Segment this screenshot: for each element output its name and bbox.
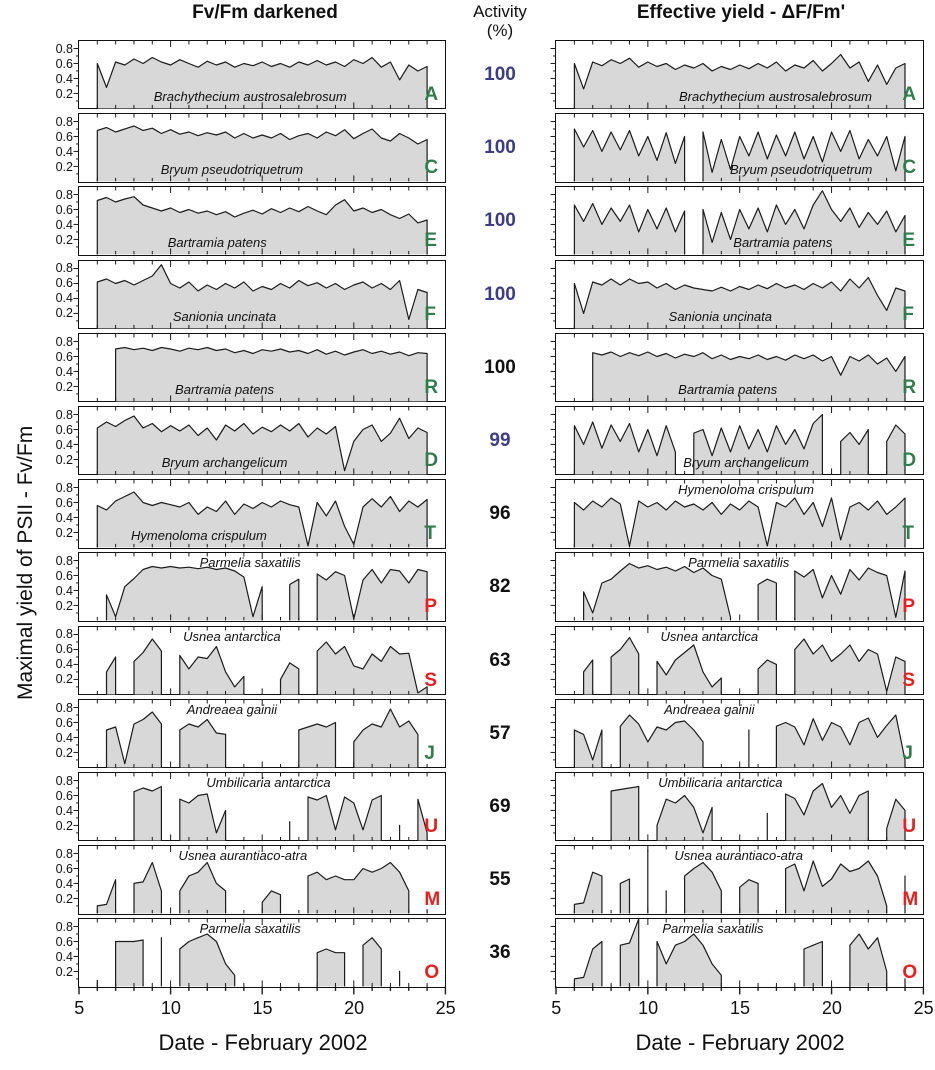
activity-units: (%)	[486, 21, 514, 40]
y-tick-label: 0.8	[55, 480, 73, 495]
y-tick-label: 0.6	[55, 276, 73, 291]
x-tick-label: 20	[344, 998, 365, 1019]
site-letter-M-right: M	[902, 889, 919, 911]
species-label: Umbilicaria antarctica	[658, 775, 783, 790]
y-tick-label: 0.6	[55, 422, 73, 437]
activity-value-D: 99	[489, 430, 511, 451]
area-fill	[850, 934, 887, 986]
site-letter-T-right: T	[902, 523, 914, 545]
y-tick-label: 0.8	[55, 920, 73, 935]
area-fill	[574, 872, 602, 913]
area-fill	[308, 796, 381, 841]
site-letter-R-right: R	[902, 376, 917, 398]
site-letter-D-right: D	[902, 450, 917, 471]
site-letter-A-right: A	[902, 84, 917, 105]
species-label: Bryum archangelicum	[161, 455, 288, 470]
area-fill	[758, 580, 776, 621]
x-tick-label: 25	[913, 998, 934, 1019]
y-tick-label: 0.4	[55, 144, 73, 159]
species-label: Brachythecium austrosalebrosum	[678, 89, 872, 104]
site-letter-R-left: R	[424, 376, 439, 398]
activity-value-O: 36	[489, 942, 511, 964]
left-column-title: Fv/Fm darkened	[192, 2, 338, 23]
site-letter-P-left: P	[424, 596, 438, 618]
area-fill	[116, 940, 144, 986]
site-letter-C-left: C	[424, 157, 439, 179]
y-tick-label: 0.2	[55, 379, 73, 394]
species-label: Bryum archangelicum	[683, 455, 809, 470]
species-label: Sanionia uncinata	[668, 308, 773, 324]
y-tick-label: 0.2	[55, 452, 73, 467]
y-tick-label: 0.2	[55, 965, 73, 980]
y-tick-label: 0.4	[55, 218, 73, 233]
y-tick-label: 0.4	[55, 437, 73, 452]
y-tick-label: 0.4	[55, 657, 73, 672]
species-label: Brachythecium austrosalebrosum	[153, 89, 347, 104]
x-tick-label: 15	[252, 998, 273, 1019]
activity-value-A: 100	[484, 64, 516, 85]
area-fill	[776, 715, 905, 767]
y-tick-label: 0.4	[55, 803, 73, 818]
species-label: Parmelia saxatilis	[199, 555, 301, 571]
species-label: Usnea aurantiaco-atra	[674, 848, 804, 864]
area-fill	[685, 863, 722, 914]
site-letter-U-left: U	[424, 816, 439, 837]
y-tick-label: 0.2	[55, 818, 73, 833]
activity-header: Activity	[473, 2, 527, 21]
y-tick-label: 0.8	[55, 334, 73, 349]
area-fill	[657, 934, 721, 986]
y-tick-label: 0.2	[55, 233, 73, 248]
area-fill	[180, 794, 226, 840]
area-fill	[620, 919, 638, 986]
site-letter-S-left: S	[424, 669, 438, 691]
species-label: Andreaea gainii	[664, 701, 755, 717]
area-fill	[574, 204, 684, 255]
x-tick-label: 5	[551, 998, 562, 1019]
area-fill	[795, 568, 905, 620]
area-fill	[134, 787, 161, 841]
site-letter-M-left: M	[424, 889, 441, 911]
species-label: Bryum pseudotriquetrum	[729, 162, 873, 178]
activity-value-P: 82	[489, 576, 511, 598]
site-letter-O-right: O	[902, 962, 918, 984]
site-letter-E-left: E	[424, 230, 438, 252]
y-tick-label: 0.6	[55, 349, 73, 364]
area-fill	[317, 570, 427, 621]
area-fill	[317, 642, 427, 694]
x-tick-label: 10	[160, 998, 181, 1019]
y-tick-label: 0.4	[55, 876, 73, 891]
species-label: Bartramia patens	[167, 235, 267, 251]
area-fill	[786, 861, 887, 913]
site-letter-J-right: J	[902, 742, 913, 764]
activity-value-S: 63	[489, 649, 511, 671]
site-letter-O-left: O	[424, 962, 440, 984]
activity-value-U: 69	[489, 796, 511, 817]
area-fill	[317, 949, 344, 986]
area-fill	[620, 715, 703, 767]
activity-value-R: 100	[484, 356, 516, 378]
x-tick-label: 15	[729, 998, 751, 1019]
species-label: Parmelia saxatilis	[662, 921, 764, 937]
site-letter-U-right: U	[902, 816, 917, 837]
y-tick-label: 0.8	[55, 41, 73, 56]
y-tick-label: 0.8	[55, 773, 73, 788]
y-tick-label: 0.2	[55, 745, 73, 760]
site-letter-S-right: S	[902, 669, 916, 691]
site-letter-P-right: P	[902, 596, 916, 618]
area-fill	[299, 722, 336, 767]
y-tick-label: 0.6	[55, 861, 73, 876]
y-tick-label: 0.8	[55, 554, 73, 569]
species-label: Andreaea gainii	[186, 701, 278, 717]
y-tick-label: 0.8	[55, 261, 73, 276]
y-tick-label: 0.4	[55, 510, 73, 525]
y-tick-label: 0.2	[55, 306, 73, 321]
y-axis-title: Maximal yield of PSII - Fv/Fm	[14, 425, 37, 700]
site-letter-C-right: C	[902, 157, 917, 179]
area-fill	[107, 712, 162, 767]
y-tick-label: 0.8	[55, 627, 73, 642]
x-tick-label: 5	[74, 998, 85, 1019]
activity-value-T: 96	[489, 503, 511, 525]
y-tick-label: 0.4	[55, 950, 73, 965]
site-letter-E-right: E	[902, 230, 916, 252]
y-tick-label: 0.6	[55, 715, 73, 730]
area-fill	[308, 863, 409, 914]
y-tick-label: 0.8	[55, 407, 73, 422]
site-letter-D-left: D	[424, 450, 439, 471]
species-label: Umbilicaria antarctica	[206, 775, 331, 790]
area-fill	[620, 879, 629, 913]
activity-value-E: 100	[484, 210, 516, 232]
y-tick-label: 0.8	[55, 700, 73, 715]
right-column-title: Effective yield - ΔF/Fm'	[636, 2, 846, 23]
site-letter-F-left: F	[424, 303, 436, 325]
area-fill	[134, 639, 161, 694]
y-tick-label: 0.6	[55, 495, 73, 510]
species-label: Bryum pseudotriquetrum	[160, 162, 304, 178]
y-tick-label: 0.2	[55, 159, 73, 174]
y-tick-label: 0.8	[55, 188, 73, 203]
y-tick-label: 0.4	[55, 584, 73, 599]
species-label: Parmelia saxatilis	[199, 921, 301, 937]
area-fill	[290, 580, 299, 621]
area-fill	[758, 660, 776, 694]
y-tick-label: 0.2	[55, 599, 73, 614]
y-tick-label: 0.8	[55, 114, 73, 129]
activity-value-J: 57	[489, 722, 511, 744]
site-letter-F-right: F	[902, 303, 914, 325]
species-label: Bartramia patens	[678, 381, 778, 397]
x-tick-label: 20	[821, 998, 842, 1019]
activity-value-M: 55	[489, 869, 511, 891]
area-fill	[180, 863, 226, 914]
species-label: Usnea aurantiaco-atra	[178, 848, 308, 864]
y-tick-label: 0.6	[55, 788, 73, 803]
activity-value-F: 100	[484, 283, 516, 305]
y-tick-label: 0.6	[55, 935, 73, 950]
area-fill	[786, 784, 869, 841]
area-fill	[107, 567, 263, 621]
y-tick-label: 0.8	[55, 846, 73, 861]
species-label: Hymenoloma crispulum	[678, 482, 814, 498]
area-fill	[180, 719, 226, 767]
activity-value-C: 100	[484, 137, 516, 159]
x-tick-label: 25	[435, 998, 456, 1019]
y-tick-label: 0.4	[55, 291, 73, 306]
species-label: Bartramia patens	[733, 235, 833, 251]
species-label: Sanionia uncinata	[172, 308, 277, 324]
site-letter-A-left: A	[424, 84, 439, 105]
y-tick-label: 0.6	[55, 569, 73, 584]
species-label: Parmelia saxatilis	[688, 555, 790, 571]
area-fill	[262, 891, 280, 914]
species-label: Usnea antarctica	[183, 628, 281, 644]
y-tick-label: 0.2	[55, 672, 73, 687]
area-fill	[107, 657, 116, 694]
species-label: Hymenoloma crispulum	[130, 528, 267, 544]
x-tick-label: 10	[638, 998, 659, 1019]
area-fill	[97, 880, 115, 914]
y-tick-label: 0.2	[55, 525, 73, 540]
area-fill	[611, 787, 639, 841]
site-letter-J-left: J	[424, 742, 435, 764]
y-tick-label: 0.6	[55, 56, 73, 71]
x-axis-title-left: Date - February 2002	[158, 1030, 368, 1055]
area-fill	[134, 863, 161, 914]
species-label: Bartramia patens	[175, 381, 275, 397]
y-tick-label: 0.6	[55, 203, 73, 218]
y-tick-label: 0.4	[55, 730, 73, 745]
site-letter-T-left: T	[424, 523, 436, 545]
y-tick-label: 0.6	[55, 642, 73, 657]
y-tick-label: 0.2	[55, 891, 73, 906]
y-tick-label: 0.6	[55, 129, 73, 144]
y-tick-label: 0.2	[55, 86, 73, 101]
y-tick-label: 0.4	[55, 364, 73, 379]
species-label: Usnea antarctica	[660, 628, 759, 644]
x-axis-title-right: Date - February 2002	[635, 1030, 845, 1055]
y-tick-label: 0.4	[55, 71, 73, 86]
